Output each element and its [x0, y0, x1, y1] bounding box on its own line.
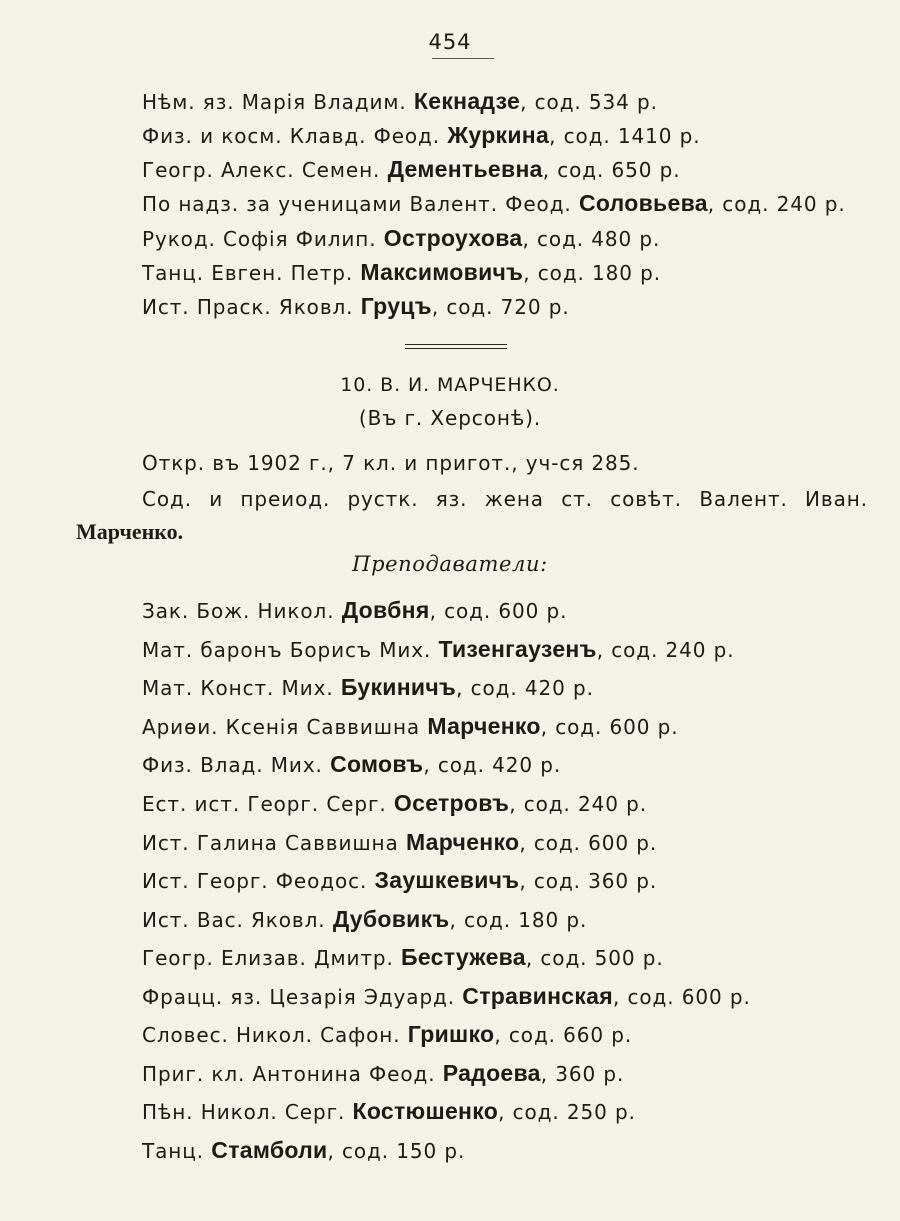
page-number: 454 — [428, 30, 472, 54]
section-divider-bottom — [405, 348, 507, 349]
section-subheading: (Въ г. Херсонѣ). — [358, 406, 542, 430]
section-heading: 10. В. И. МАРЧЕНКО. — [340, 374, 560, 396]
teacher-line: Пѣн. Никол. Серг. Костюшенко, сод. 250 р. — [142, 1098, 636, 1124]
teacher-line: Ист. Вас. Яковл. Дубовикъ, сод. 180 р. — [142, 906, 588, 932]
staff-line: Нѣм. яз. Марія Владим. Кекнадзе, сод. 534 р. — [142, 88, 658, 114]
teachers-heading: Преподаватели: — [352, 552, 548, 576]
owner-line: Сод. и преиод. рустк. яз. жена ст. совѣт. Валент. Иван. — [142, 487, 868, 511]
staff-line: Геогр. Алекс. Семен. Дементьевна, сод. 650 р. — [142, 156, 681, 182]
teacher-line: Словес. Никол. Сафон. Гришко, сод. 660 р. — [142, 1021, 633, 1047]
teacher-line: Мат. Конст. Мих. Букиничъ, сод. 420 р. — [142, 674, 594, 700]
teacher-line: Ариѳи. Ксенія Саввишна Марченко, сод. 600 р. — [142, 713, 679, 739]
teacher-line: Ест. ист. Георг. Серг. Осетровъ, сод. 240 р. — [142, 790, 647, 816]
staff-line: Физ. и косм. Клавд. Феод. Журкина, сод. 1410 р. — [142, 122, 701, 148]
owner-surname: Марченко. — [76, 519, 184, 544]
page-number-rule — [432, 58, 494, 59]
teacher-line: Зак. Бож. Никол. Довбня, сод. 600 р. — [142, 597, 568, 623]
staff-line: Рукод. Софія Филип. Остроухова, сод. 480 р. — [142, 225, 661, 251]
teacher-line: Танц. Стамболи, сод. 150 р. — [142, 1137, 466, 1163]
staff-line: По надз. за ученицами Валент. Феод. Соловьева, сод. 240 р. — [142, 190, 846, 216]
teacher-line: Фрацц. яз. Цезарія Эдуард. Стравинская, сод. 600 р. — [142, 983, 751, 1009]
school-opened-line: Откр. въ 1902 г., 7 кл. и пригот., уч-ся 285. — [142, 451, 640, 475]
teacher-line: Приг. кл. Антонина Феод. Радоева, 360 р. — [142, 1060, 625, 1086]
teacher-line: Ист. Георг. Феодос. Заушкевичъ, сод. 360 р. — [142, 867, 658, 893]
section-divider-top — [405, 344, 507, 345]
staff-line: Танц. Евген. Петр. Максимовичъ, сод. 180 р. — [142, 259, 662, 285]
teacher-line: Ист. Галина Саввишна Марченко, сод. 600 р. — [142, 829, 658, 855]
staff-line: Ист. Праск. Яковл. Груцъ, сод. 720 р. — [142, 293, 570, 319]
teacher-line: Физ. Влад. Мих. Сомовъ, сод. 420 р. — [142, 751, 562, 777]
teacher-line: Геогр. Елизав. Дмитр. Бестужева, сод. 500 р. — [142, 944, 664, 970]
teacher-line: Мат. баронъ Борисъ Мих. Тизенгаузенъ, сод. 240 р. — [142, 636, 735, 662]
